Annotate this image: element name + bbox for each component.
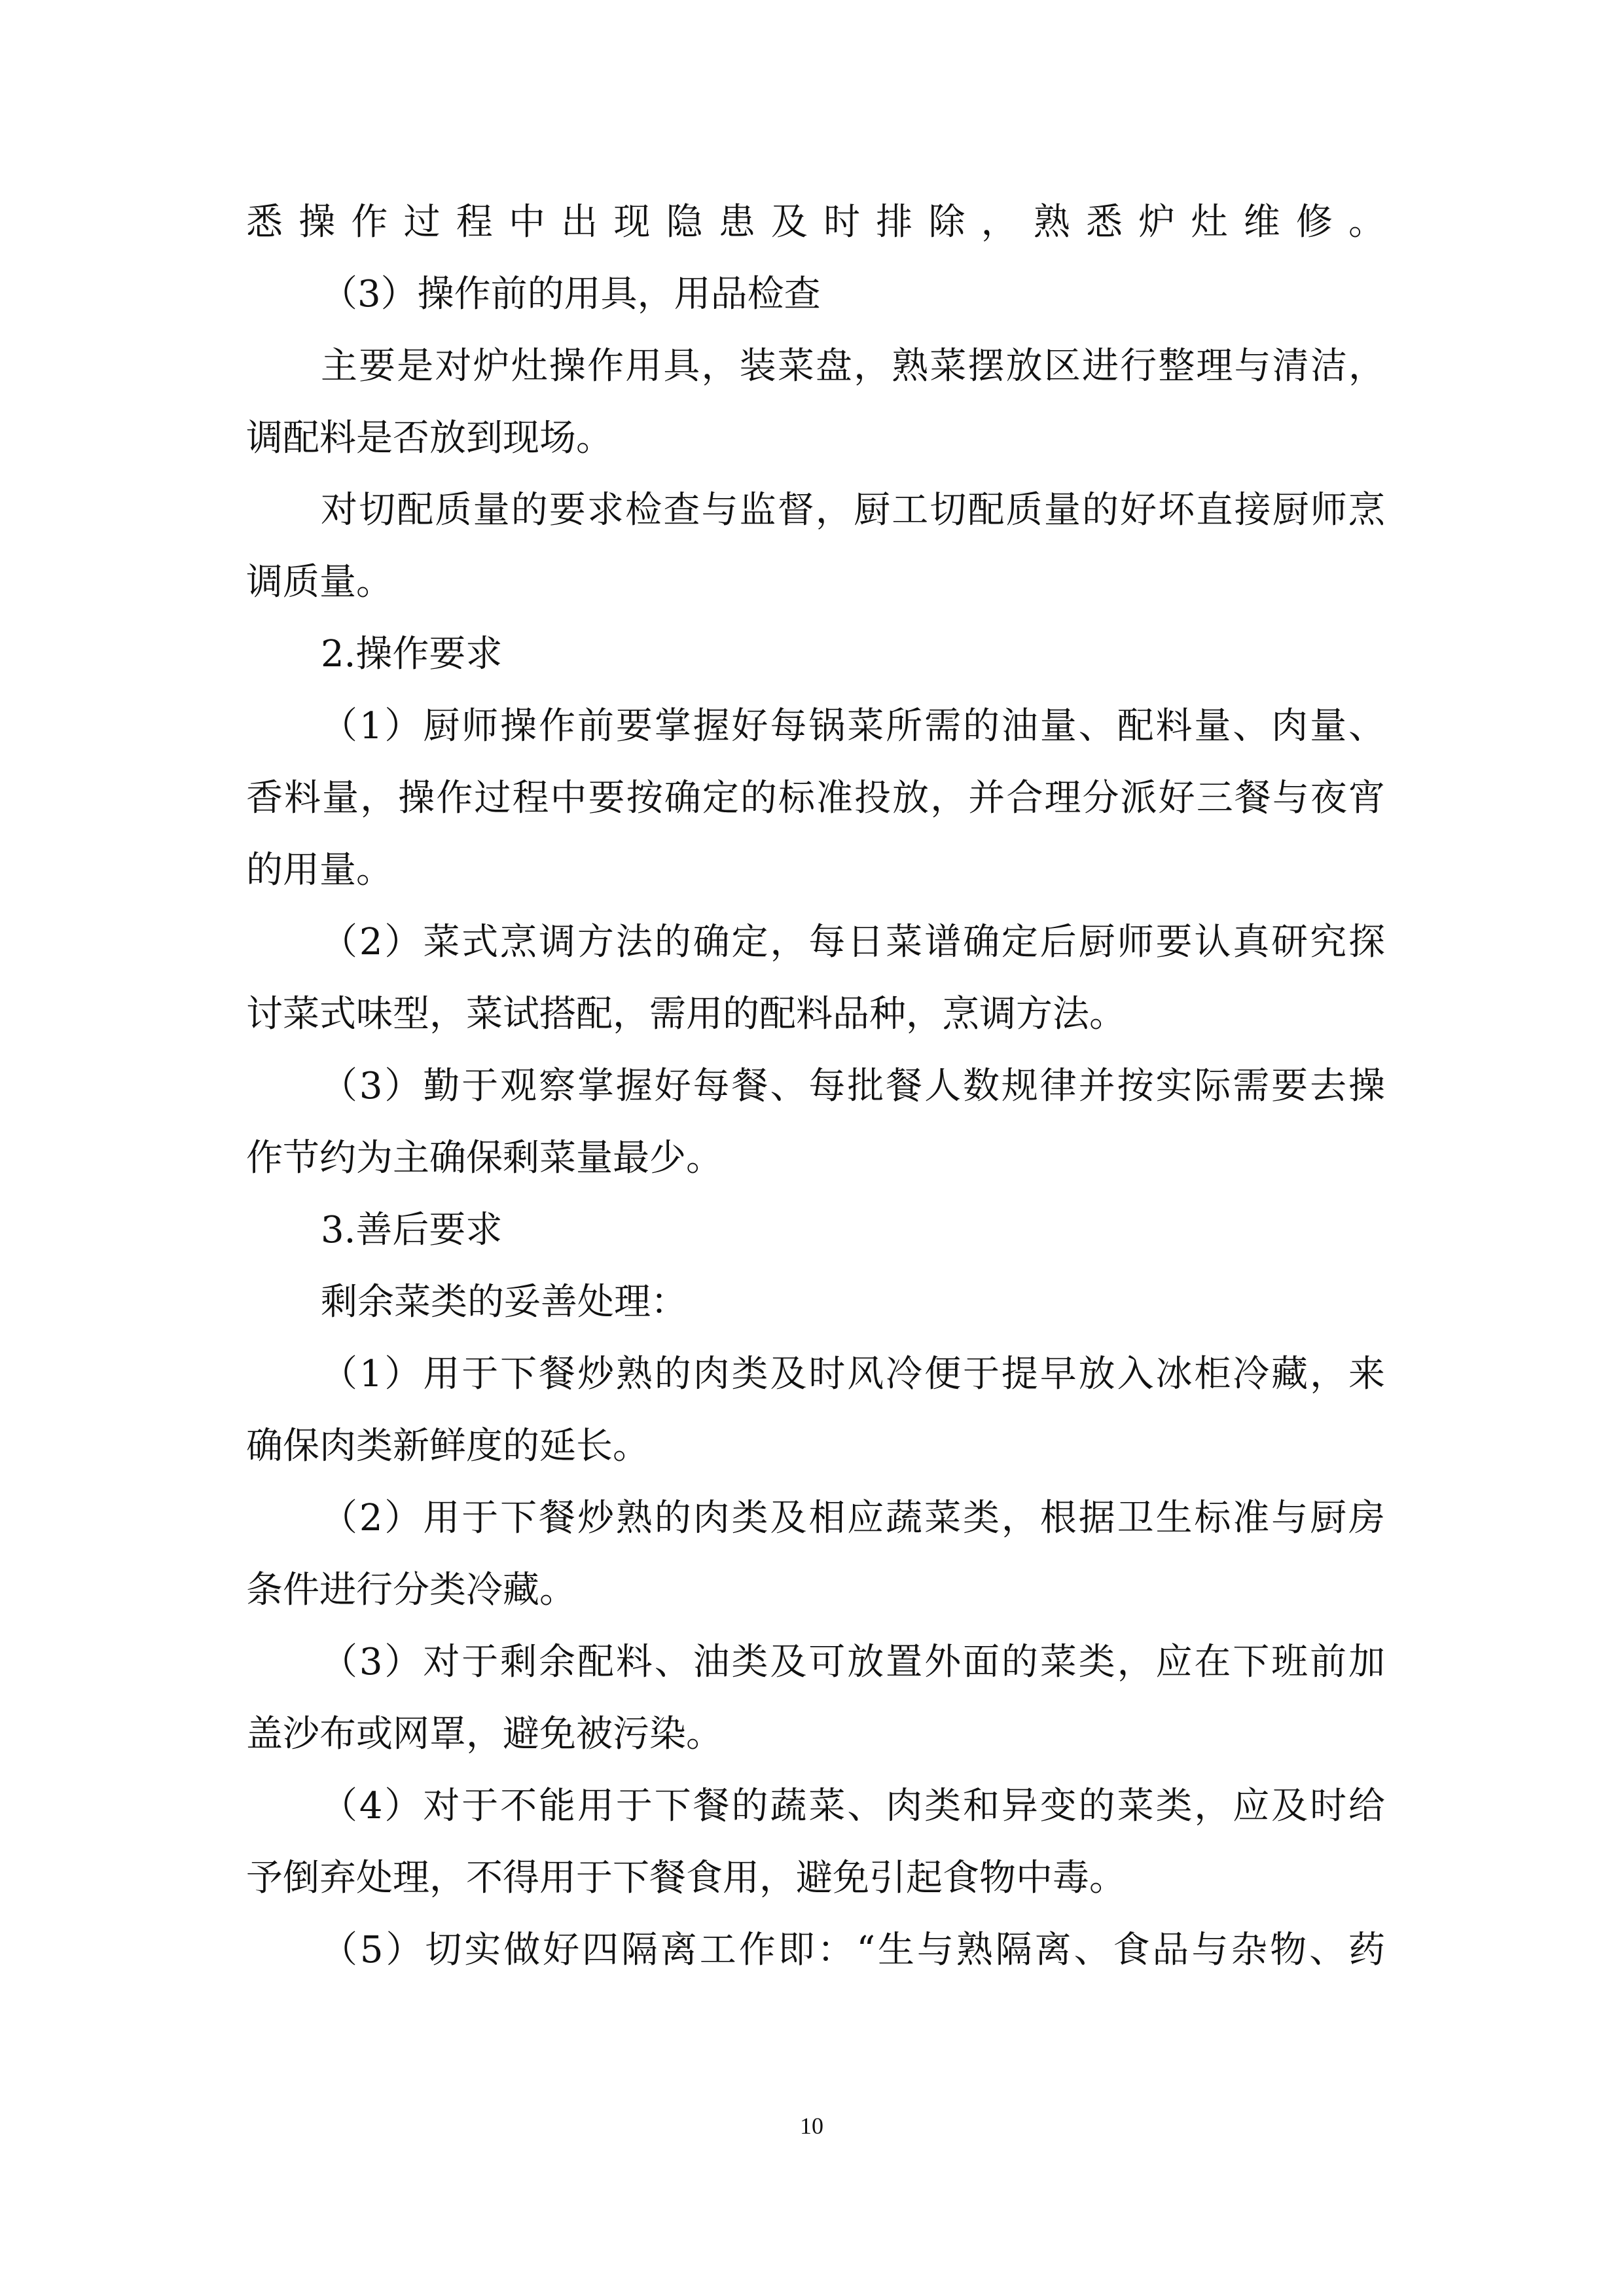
text-line-13: （3）勤于观察掌握好每餐、每批餐人数规律并按实际需要去操 [321,1065,1385,1107]
text-line-24: 予倒弃处理，不得用于下餐食用，避免引起食物中毒。 [246,1857,1126,1899]
text-line-10: 的用量。 [246,849,393,891]
text-line-23: （4）对于不能用于下餐的蔬菜、肉类和异变的菜类，应及时给 [321,1785,1385,1827]
text-line-08: （1）厨师操作前要掌握好每锅菜所需的油量、配料量、肉量、 [321,705,1385,747]
text-line-25: （5）切实做好四隔离工作即：“生与熟隔离、食品与杂物、药 [321,1929,1385,1971]
text-line-05: 对切配质量的要求检查与监督，厨工切配质量的好坏直接厨师烹 [321,489,1385,531]
text-line-17: （1）用于下餐炒熟的肉类及时风冷便于提早放入冰柜冷藏，来 [321,1353,1385,1395]
text-line-21: （3）对于剩余配料、油类及可放置外面的菜类，应在下班前加 [321,1641,1385,1683]
text-line-02: （3）操作前的用具，用品检查 [321,273,821,315]
text-line-11: （2）菜式烹调方法的确定，每日菜谱确定后厨师要认真研究探 [321,921,1385,963]
section-heading-operation: 2.操作要求 [321,633,503,675]
section-heading-aftercare: 3.善后要求 [321,1209,503,1251]
text-line-22: 盖沙布或网罩，避免被污染。 [246,1713,723,1755]
text-line-18: 确保肉类新鲜度的延长。 [246,1425,649,1467]
text-line-06: 调质量。 [246,561,393,603]
text-line-16: 剩余菜类的妥善处理： [321,1281,687,1323]
text-line-19: （2）用于下餐炒熟的肉类及相应蔬菜类，根据卫生标准与厨房 [321,1497,1385,1539]
text-line-04: 调配料是否放到现场。 [246,417,613,459]
text-line-09: 香料量，操作过程中要按确定的标准投放，并合理分派好三餐与夜宵 [246,777,1385,819]
text-line-20: 条件进行分类冷藏。 [246,1569,576,1611]
text-line-12: 讨菜式味型，菜试搭配，需用的配料品种，烹调方法。 [246,993,1126,1035]
text-line-03: 主要是对炉灶操作用具，装菜盘，熟菜摆放区进行整理与清洁， [321,345,1385,387]
text-line-01: 悉操作过程中出现隐患及时排除，熟悉炉灶维修。 [246,201,1385,243]
page-number: 10 [800,2113,823,2139]
text-line-14: 作节约为主确保剩菜量最少。 [246,1137,723,1179]
